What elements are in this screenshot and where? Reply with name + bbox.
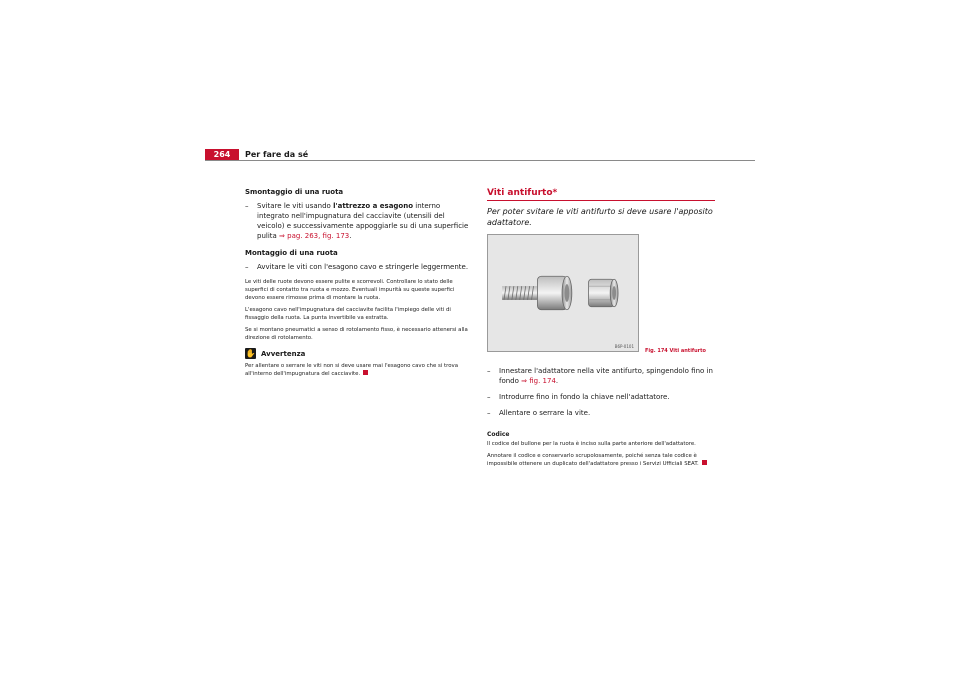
hand-warning-icon: ✋ [245, 349, 256, 358]
header-divider [205, 160, 755, 161]
bolt-head [537, 276, 571, 309]
step-item: – Allentare o serrare la vite. [487, 409, 591, 417]
dismount-heading: Smontaggio di una ruota [245, 188, 344, 196]
mount-step: – Avvitare le viti con l'esagono cavo e stringerle leggermente. [245, 263, 469, 271]
step-item: – Innestare l'adattatore nella vite antifurto, spingendolo fino in fondo ⇒ fig. 174. [487, 367, 713, 385]
figure-code: B6P-0101 [614, 344, 634, 349]
figure-reference-link[interactable]: ⇒ fig. 174 [521, 377, 556, 385]
code-heading: Codice [487, 431, 510, 438]
red-square-end-icon [702, 460, 707, 465]
figure-174 [487, 234, 639, 352]
bolt-thread [502, 286, 539, 300]
note-paragraph: Se si montano pneumatici a senso di rotolamento fisso, è necessario attenersi alla direzione di rotolamento. [245, 327, 468, 341]
intro-text: Per poter svitare le viti antifurto si deve usare l'apposito adattatore. [487, 207, 713, 227]
instruction-list [487, 366, 715, 418]
page-reference-link[interactable]: ⇒ pag. 263, fig. 173 [279, 232, 350, 240]
warning-text: Per allentare o serrare le viti non si deve usare mai l'esagono cavo che si trova all'interno dell'impugnatura del cacciavite. [245, 363, 459, 377]
adapter [589, 279, 618, 307]
heading-rule [487, 200, 715, 201]
dismount-step: – Svitare le viti usando l'attrezzo a esagono interno integrato nell'impugnatura del cacciavite (utensili del veicolo) e successivamente appoggiarle su di una superficie pulita ⇒ pag. 263, fig. 173. [245, 202, 469, 240]
anti-theft-bolt-illustration [487, 234, 639, 352]
warning-heading: ✋ Avvertenza [245, 349, 306, 358]
note-paragraph: L'esagono cavo nell'impugnatura del cacciavite facilita l'impiego delle viti di fissaggio della ruota. La punta invertibile va estratta. [245, 307, 451, 321]
section-title: Per fare da sé [245, 150, 309, 159]
section-heading: Viti antifurto* [487, 188, 558, 198]
red-square-end-icon [363, 370, 368, 375]
code-section [487, 430, 715, 468]
figure-caption: Fig. 174 Viti antifurto [645, 348, 706, 354]
right-column [487, 187, 715, 472]
note-paragraph: Le viti delle ruote devono essere pulite e scorrevoli. Controllare lo stato delle superfici di contatto tra ruota e mozzo. Eventuali impurità su queste superfici devono essere rimosse prima di montare la ruota. [245, 279, 455, 301]
code-text-2: Annotare il codice e conservarlo scrupolosamente, poiché senza tale codice è impossibile ottenere un duplicato dell'adattatore presso i Servizi Ufficiali SEAT. [487, 452, 715, 468]
page-number: 264 [205, 149, 239, 161]
mount-heading: Montaggio di una ruota [245, 249, 338, 257]
left-column [245, 188, 473, 382]
code-text: Il codice del bullone per la ruota è inciso sulla parte anteriore dell'adattatore. [487, 441, 696, 447]
step-item: – Introdurre fino in fondo la chiave nell'adattatore. [487, 393, 670, 401]
